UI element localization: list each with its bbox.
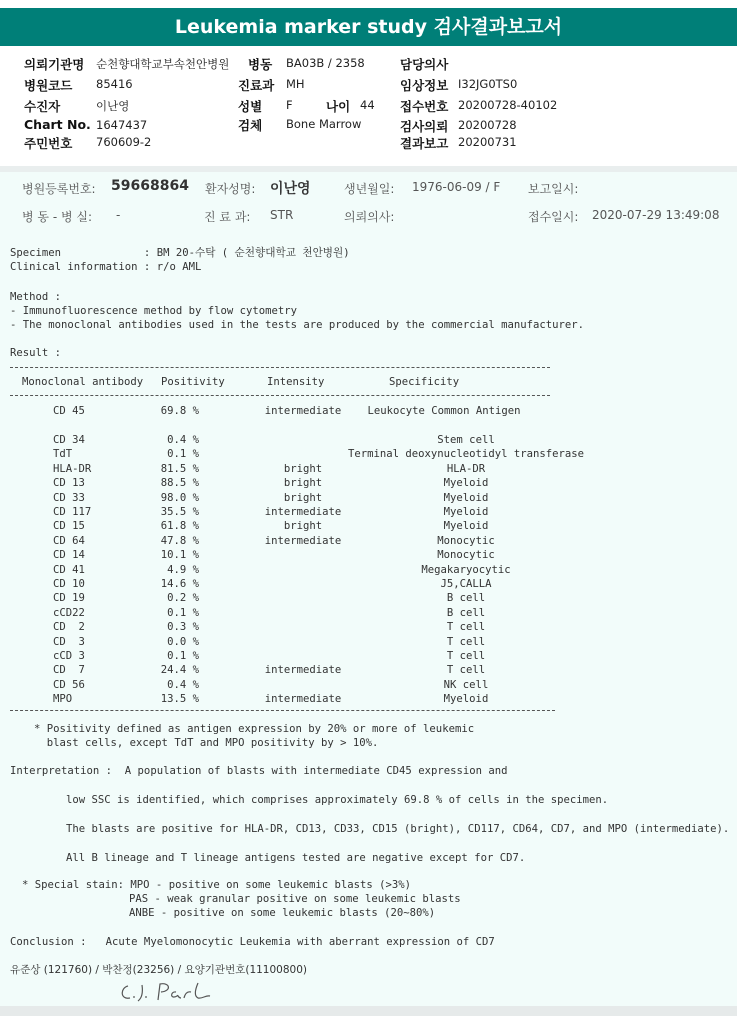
label-test-request: 검사의뢰 <box>400 119 449 134</box>
specificity-cell: B cell <box>446 592 486 605</box>
value-dept: STR <box>270 208 294 222</box>
specificity-cell: T cell <box>446 650 486 662</box>
positivity-cell: 0.0 % <box>167 635 199 648</box>
antibody-cell: CD 41 <box>53 563 85 576</box>
specificity-cell: Megakaryocytic <box>421 563 511 576</box>
positivity-cell: 24.4 % <box>160 664 199 677</box>
label-ward-room: 병 동 - 병 실: <box>22 210 92 224</box>
value-department: MH <box>286 77 305 91</box>
positivity-cell: 13.5 % <box>160 693 199 706</box>
positivity-cell: 0.4 % <box>167 678 199 691</box>
value-age: 44 <box>360 98 375 112</box>
value-birth-date: 1976-06-09 / F <box>412 180 501 194</box>
specificity-cell: J5,CALLA <box>440 578 492 590</box>
value-clinical-info: I32JG0TS0 <box>458 77 518 91</box>
method-title: Method : <box>10 291 62 303</box>
interpretation-line-2: low SSC is identified, which comprises approximately 69.8 % of cells in the specimen. <box>66 794 609 806</box>
method-line-2: - The monoclonal antibodies used in the tests are produced by the commercial manufacturer. <box>10 319 585 331</box>
positivity-cell: 81.5 % <box>160 462 199 475</box>
value-sex: F <box>286 98 293 112</box>
specificity-cell: T cell <box>446 635 486 648</box>
label-birth-date: 생년월일: <box>344 182 395 196</box>
specimen-line: Specimen : BM 20-수탁 ( 순천향대학교 천안병원) <box>10 247 350 259</box>
request-info-header <box>0 46 737 167</box>
value-specimen: Bone Marrow <box>286 117 362 131</box>
label-age: 나이 <box>326 99 351 114</box>
label-attending-doctor: 담당의사 <box>400 57 449 72</box>
specificity-cell: Monocytic <box>437 549 495 562</box>
antibody-cell: CD 45 <box>53 405 85 417</box>
antibody-cell: CD 15 <box>53 520 85 533</box>
intensity-cell: intermediate <box>264 405 342 417</box>
specificity-cell: HLA-DR <box>446 462 486 475</box>
label-received-date: 접수일시: <box>528 210 579 224</box>
value-registration-no: 59668864 <box>111 178 189 194</box>
specificity-cell: NK cell <box>443 678 489 691</box>
interpretation-line-1: Interpretation : A population of blasts with intermediate CD45 expression and <box>10 765 508 777</box>
antibody-cell: CD 2 <box>53 621 85 634</box>
value-result-report: 20200731 <box>458 135 517 149</box>
antibody-cell: CD 34 <box>53 434 85 446</box>
positivity-cell: 0.2 % <box>167 592 199 605</box>
interpretation-line-4: All B lineage and T lineage antigens tested are negative except for CD7. <box>66 852 526 864</box>
report-title: Leukemia marker study 검사결과보고서 <box>0 8 737 46</box>
specificity-cell: Stem cell <box>437 434 495 446</box>
label-chart-no: Chart No. <box>24 117 91 132</box>
footnote-line-2: blast cells, except TdT and MPO positivity by > 10%. <box>34 737 379 749</box>
value-ward: BA03B / 2358 <box>286 56 365 70</box>
antibody-cell: CD 64 <box>53 534 85 547</box>
special-stain-line-1: * Special stain: MPO - positive on some leukemic blasts (>3%) <box>22 879 412 891</box>
positivity-cell: 0.1 % <box>167 448 199 461</box>
antibody-cell: MPO <box>53 693 73 706</box>
positivity-cell: 10.1 % <box>160 549 199 562</box>
label-department: 진료과 <box>238 78 275 93</box>
positivity-cell: 35.5 % <box>160 506 199 518</box>
table-rule-bottom <box>10 710 555 711</box>
signers-line: 유준상 (121760) / 박찬정(23256) / 요양기관번호(11100800) <box>10 964 307 976</box>
antibody-cell: CD 19 <box>53 592 85 605</box>
interpretation-line-3: The blasts are positive for HLA-DR, CD13, CD33, CD15 (bright), CD117, CD64, CD7, and MPO (intermediate). <box>66 823 730 835</box>
report-body <box>0 172 737 1006</box>
label-dept: 진 료 과: <box>204 210 251 224</box>
label-patient: 수진자 <box>24 99 61 114</box>
antibody-cell: cCD22 <box>53 606 85 619</box>
antibody-cell: CD 3 <box>53 635 85 648</box>
intensity-cell: intermediate <box>264 506 342 518</box>
antibody-cell: cCD 3 <box>53 650 85 662</box>
label-patient-name: 환자성명: <box>205 182 256 196</box>
value-received-date: 2020-07-29 13:49:08 <box>592 208 720 222</box>
specificity-cell: Myeloid <box>443 477 489 490</box>
intensity-cell: intermediate <box>264 534 342 547</box>
col-header-intensity: Intensity <box>267 376 325 388</box>
label-sex: 성별 <box>238 99 263 114</box>
label-receipt-no: 접수번호 <box>400 99 449 114</box>
antibody-cell: CD 56 <box>53 678 85 691</box>
label-clinical-info: 임상정보 <box>400 78 449 93</box>
value-requesting-institution: 순천향대학교부속천안병원 <box>96 57 230 71</box>
specificity-cell: Terminal deoxynucleotidyl transferase <box>348 448 584 461</box>
positivity-cell: 0.3 % <box>167 621 199 634</box>
value-chart-no: 1647437 <box>96 118 148 132</box>
value-patient: 이난영 <box>96 99 130 113</box>
intensity-cell: bright <box>283 520 323 533</box>
positivity-cell: 98.0 % <box>160 491 199 504</box>
positivity-cell: 88.5 % <box>160 477 199 490</box>
intensity-cell: bright <box>283 477 323 490</box>
positivity-cell: 14.6 % <box>160 578 199 590</box>
col-header-positivity: Positivity <box>161 376 225 388</box>
positivity-cell: 0.1 % <box>167 606 199 619</box>
label-ward: 병동 <box>248 57 273 72</box>
value-test-request: 20200728 <box>458 118 517 132</box>
special-stain-line-3: ANBE - positive on some leukemic blasts (20~80%) <box>129 907 436 919</box>
specificity-cell: Myeloid <box>443 520 489 533</box>
label-requesting-institution: 의뢰기관명 <box>24 57 85 72</box>
col-header-specificity: Specificity <box>389 376 460 388</box>
special-stain-line-2: PAS - weak granular positive on some leukemic blasts <box>129 893 461 905</box>
result-title: Result : <box>10 347 62 359</box>
antibody-cell: CD 10 <box>53 578 85 590</box>
footnote-line-1: * Positivity defined as antigen expression by 20% or more of leukemic <box>34 723 475 735</box>
positivity-cell: 0.1 % <box>167 650 199 662</box>
method-line-1: - Immunofluorescence method by flow cytometry <box>10 305 298 317</box>
label-registration-no: 병원등록번호: <box>22 182 96 196</box>
specificity-cell: Myeloid <box>443 693 489 706</box>
antibody-cell: CD 14 <box>53 549 85 562</box>
antibody-cell: TdT <box>53 448 73 461</box>
positivity-cell: 4.9 % <box>167 563 199 576</box>
antibody-cell: HLA-DR <box>53 462 92 475</box>
clinical-info-line: Clinical information : r/o AML <box>10 261 202 273</box>
specificity-cell: B cell <box>446 606 486 619</box>
value-receipt-no: 20200728-40102 <box>458 98 558 112</box>
specificity-cell: Myeloid <box>443 491 489 504</box>
specificity-cell: Leukocyte Common Antigen <box>367 405 521 417</box>
label-resident-no: 주민번호 <box>24 136 73 151</box>
specificity-cell: Myeloid <box>443 506 489 518</box>
table-rule-header <box>10 395 550 396</box>
intensity-cell: intermediate <box>264 693 342 706</box>
conclusion-line: Conclusion : Acute Myelomonocytic Leukemia with aberrant expression of CD7 <box>10 936 495 948</box>
antibody-cell: CD 7 <box>53 664 85 677</box>
label-hospital-code: 병원코드 <box>24 78 73 93</box>
value-ward-room: - <box>116 208 121 222</box>
positivity-cell: 47.8 % <box>160 534 199 547</box>
antibody-cell: CD 13 <box>53 477 85 490</box>
antibody-cell: CD 117 <box>53 506 92 518</box>
label-result-report: 결과보고 <box>400 136 449 151</box>
positivity-cell: 61.8 % <box>160 520 199 533</box>
table-rule-top <box>10 367 550 368</box>
positivity-cell: 0.4 % <box>167 434 199 446</box>
antibody-cell: CD 33 <box>53 491 85 504</box>
label-specimen: 검체 <box>238 118 263 133</box>
col-header-antibody: Monoclonal antibody <box>22 376 144 388</box>
intensity-cell: bright <box>283 462 323 475</box>
handwritten-signature <box>118 980 228 1004</box>
bottom-margin <box>0 1006 737 1016</box>
intensity-cell: intermediate <box>264 664 342 677</box>
specificity-cell: T cell <box>446 664 486 677</box>
value-resident-no: 760609-2 <box>96 135 152 149</box>
specificity-cell: T cell <box>446 621 486 634</box>
positivity-cell: 69.8 % <box>160 405 199 417</box>
value-patient-name: 이난영 <box>270 181 311 197</box>
value-hospital-code: 85416 <box>96 77 133 91</box>
intensity-cell: bright <box>283 491 323 504</box>
label-report-date: 보고일시: <box>528 182 579 196</box>
specificity-cell: Monocytic <box>437 534 495 547</box>
label-referring-doctor: 의뢰의사: <box>344 210 395 224</box>
